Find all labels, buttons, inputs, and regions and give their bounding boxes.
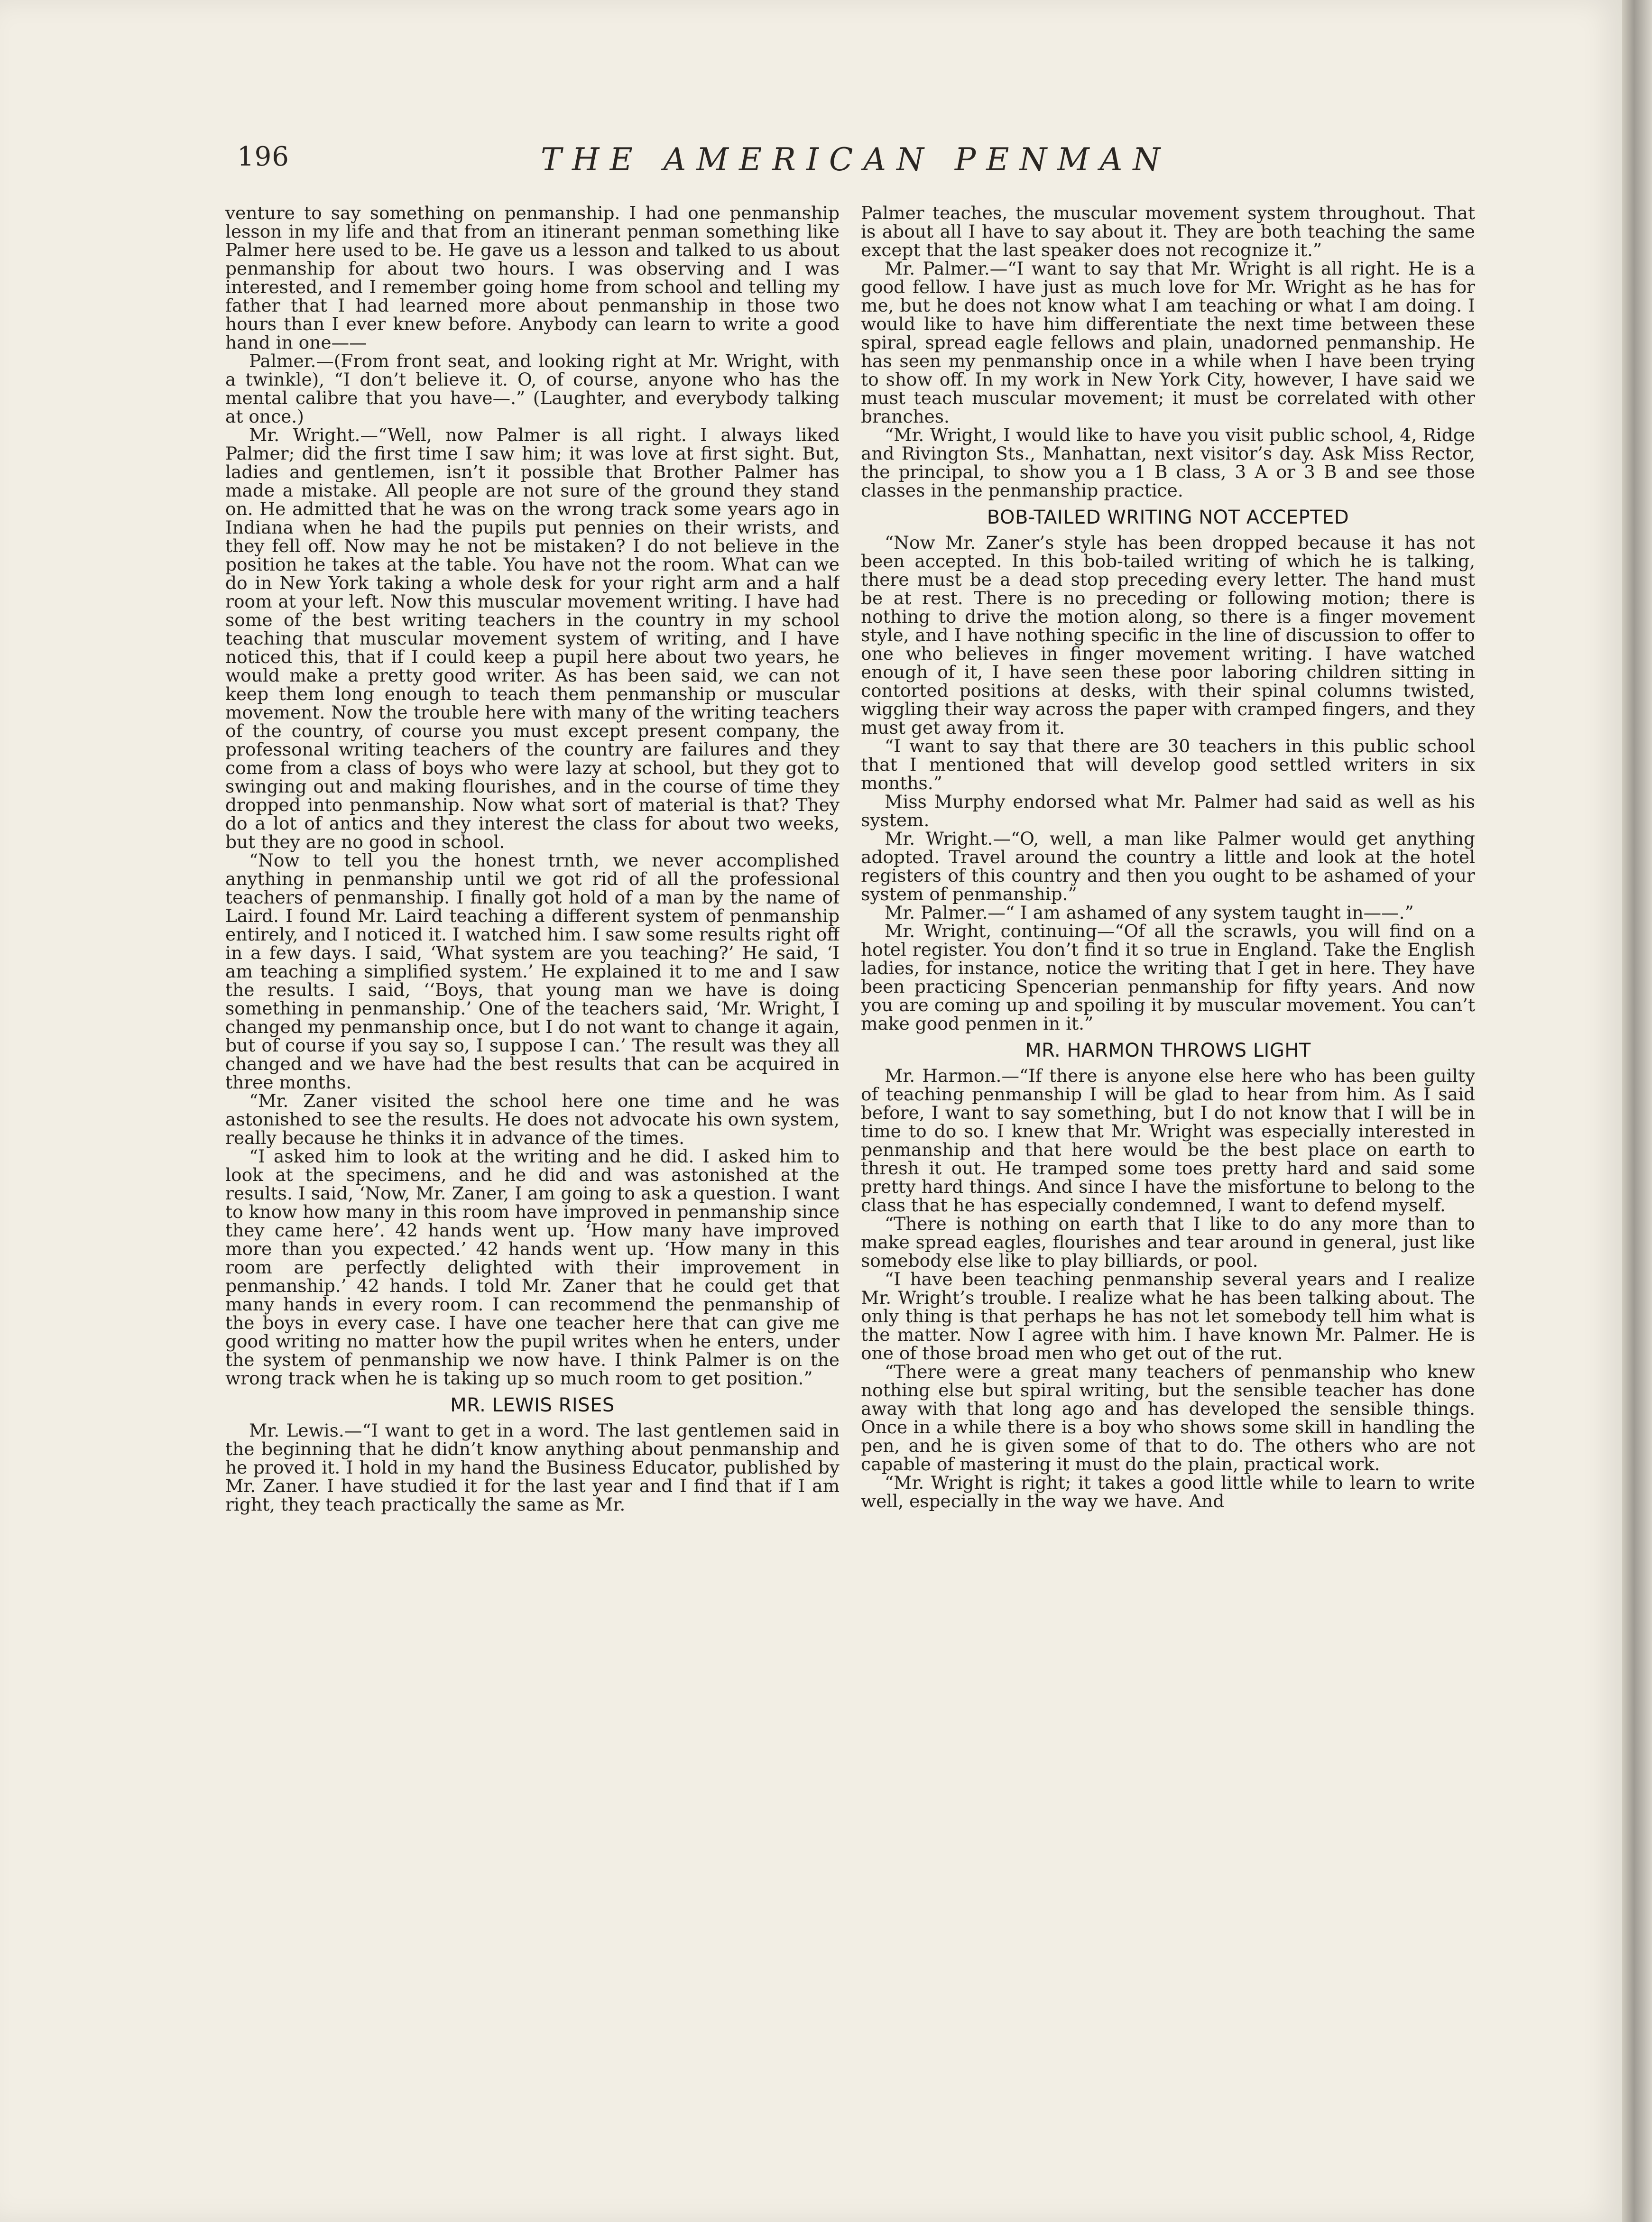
paragraph: Mr. Palmer.—“I want to say that Mr. Wright is all right. He is a good fellow. I have just as much love for Mr. Wright as he has for me, but he does not know what I am teaching or what I am doing. I would like to have him differentiate the next time between these spiral, spread eagle fellows and plain, unadorned penmanship. He has seen my penmanship once in a while when I have been trying to show off. In my work in New York City, however, I have said we must teach muscular movement; it must be correlated with other branches.: [861, 258, 1475, 427]
paragraph: “Mr. Zaner visited the school here one time and he was astonished to see the results. He does not advocate his own system, really because he thinks it in advance of the times.: [225, 1090, 840, 1148]
paragraph: Mr. Wright, continuing—“Of all the scrawls, you will find on a hotel register. You don’t find it so true in England. Take the English ladies, for instance, notice the writing that I get in here. They have been practicing Spencerian penmanship for fifty years. And now you are coming up and spoiling it by muscular movement. You can’t make good penmen in it.”: [861, 921, 1475, 1034]
paragraph: “Now to tell you the honest trnth, we never accomplished anything in penmanship until we got rid of all the professional teachers of penmanship. I finally got hold of a man by the name of Laird. I found Mr. Laird teaching a different system of penmanship entirely, and I noticed it. I watched him. I saw some results right off in a few days. I said, ‘What system are you teaching?’ He said, ‘I am teaching a simplified system.’ He explained it to me and I saw the results. I said, ‘‘Boys, that young man we have is doing something in penmanship.’ One of the teachers said, ‘Mr. Wright, I changed my penmanship once, but I do not want to change it again, but of course if you say so, I suppose I can.’ The result was they all changed and we have had the best results that can be acquired in three months.: [225, 850, 840, 1093]
binding-edge: [1622, 0, 1652, 2222]
right-column: [861, 204, 1475, 2158]
paragraph: Miss Murphy endorsed what Mr. Palmer had said as well as his system.: [861, 791, 1475, 830]
paragraph: Mr. Wright.—“O, well, a man like Palmer would get anything adopted. Travel around the country a little and look at the hotel registers of this country and then you ought to be ashamed of your system of penmanship.”: [861, 828, 1475, 904]
paragraph: “I asked him to look at the writing and he did. I asked him to look at the specimens, and he did and was astonished at the results. I said, ‘Now, Mr. Zaner, I am going to ask a question. I want to know how many in this room have improved in penmanship since they came here’. 42 hands went up. ‘How many have improved more than you expected.’ 42 hands went up. ‘How many in this room are perfectly delighted with their improvement in penmanship.’ 42 hands. I told Mr. Zaner that he could get that many hands in every room. I can recommend the penmanship of the boys in every case. I have one teacher here that can give me good writing no matter how the pupil writes when he enters, under the system of penmanship we now have. I think Palmer is on the wrong track when he is taking up so much room to get position.”: [225, 1146, 840, 1389]
left-column: [225, 204, 840, 2158]
page-header: [237, 141, 1480, 184]
section-heading: BOB-TAILED WRITING NOT ACCEPTED: [987, 507, 1349, 528]
page-number: 196: [237, 141, 289, 172]
paragraph: “Now Mr. Zaner’s style has been dropped because it has not been accepted. In this bob-tailed writing of which he is talking, there must be a dead stop preceding every letter. The hand must be at rest. There is no preceding or following motion; there is nothing to drive the motion along, so there is a finger movement style, and I have nothing specific in the line of discussion to offer to one who believes in finger movement writing. I have watched enough of it, I have seen these poor laboring children sitting in contorted positions at desks, with their spinal columns twisted, wiggling their way across the paper with cramped fingers, and they must get away from it.: [861, 532, 1475, 738]
paragraph: Mr. Wright.—“Well, now Palmer is all right. I always liked Palmer; did the first time I saw him; it was love at first sight. But, ladies and gentlemen, isn’t it possible that Brother Palmer has made a mistake. All people are not sure of the ground they stand on. He admitted that he was on the wrong track some years ago in Indiana when he had the pupils put pennies on their wrists, and they fell off. Now may he not be mistaken? I do not believe in the position he takes at the table. You have not the room. What can we do in New York taking a whole desk for your right arm and a half room at your left. Now this muscular movement writing. I have had some of the best writing teachers in the country in my school teaching that muscular movement system of writing, and I have noticed this, that if I could keep a pupil here about two years, he would make a pretty good writer. As has been said, we can not keep them long enough to teach them penmanship or muscular movement. Now the trouble here with many of the writing teachers of the country, of course you must except present company, the professonal writing teachers of the country are failures and they come from a class of boys who were lazy at school, but they got to swinging out and making flourishes, and in the course of time they dropped into penmanship. Now what sort of material is that? They do a lot of antics and they interest the class for about two weeks, but they are no good in school.: [225, 424, 840, 852]
paragraph: “I want to say that there are 30 teachers in this public school that I mentioned that will develop good settled writers in six months.”: [861, 736, 1475, 793]
paragraph: “There were a great many teachers of penmanship who knew nothing else but spiral writing, but the sensible teacher has done away with that long ago and has developed the sensible things. Once in a while there is a boy who shows some skill in handling the pen, and he is given some of that to do. The others who are not capable of mastering it must do the plain, practical work.: [861, 1361, 1475, 1475]
paragraph: “Mr. Wright is right; it takes a good little while to learn to write well, especially in the way we have. And: [861, 1472, 1475, 1512]
running-title: THE AMERICAN PENMAN: [541, 141, 1171, 178]
paragraph: “I have been teaching penmanship several years and I realize Mr. Wright’s trouble. I realize what he has been talking about. The only thing is that perhaps he has not let somebody tell him what is the matter. Now I agree with him. I have known Mr. Palmer. He is one of those broad men who get out of the rut.: [861, 1269, 1475, 1364]
section-heading: MR. HARMON THROWS LIGHT: [1025, 1040, 1311, 1061]
paragraph: Palmer.—(From front seat, and looking right at Mr. Wright, with a twinkle), “I don’t believe it. O, of course, anyone who has the mental calibre that you have—.” (Laughter, and everybody talking at once.): [225, 350, 840, 427]
paragraph: Mr. Palmer.—“ I am ashamed of any system taught in——.”: [885, 902, 1414, 923]
paragraph: “There is nothing on earth that I like to do any more than to make spread eagles, flourishes and tear around in general, just like somebody else like to play billiards, or pool.: [861, 1213, 1475, 1271]
paragraph: Palmer teaches, the muscular movement system throughout. That is about all I have to say about it. They are both teaching the same except that the last speaker does not recognize it.”: [861, 204, 1475, 260]
paragraph: Mr. Harmon.—“If there is anyone else here who has been guilty of teaching penmanship I will be glad to hear from him. As I said before, I want to say something, but I do not know that I will be in time to do so. I knew that Mr. Wright was especially interested in penmanship and that here would be the best place on earth to thresh it out. He tramped some toes pretty hard and said some pretty hard things. And since I have the misfortune to belong to the class that he has especially condemned, I want to defend myself.: [861, 1065, 1475, 1216]
paragraph: “Mr. Wright, I would like to have you visit public school, 4, Ridge and Rivington Sts., Manhattan, next visitor’s day. Ask Miss Rector, the principal, to show you a 1 B class, 3 A or 3 B and see those classes in the penmanship practice.: [861, 424, 1475, 501]
section-heading: MR. LEWIS RISES: [450, 1394, 615, 1416]
paragraph: venture to say something on penmanship. I had one penmanship lesson in my life and that from an itinerant penman something like Palmer here used to be. He gave us a lesson and talked to us about penmanship for about two hours. I was observing and I was interested, and I remember going home from school and telling my father that I had learned more about penmanship in those two hours than I ever knew before. Anybody can learn to write a good hand in one——: [225, 204, 840, 353]
paragraph: Mr. Lewis.—“I want to get in a word. The last gentlemen said in the beginning that he didn’t know anything about penmanship and he proved it. I hold in my hand the Business Educator, published by Mr. Zaner. I have studied it for the last year and I find that if I am right, they teach practically the same as Mr.: [225, 1420, 840, 1515]
